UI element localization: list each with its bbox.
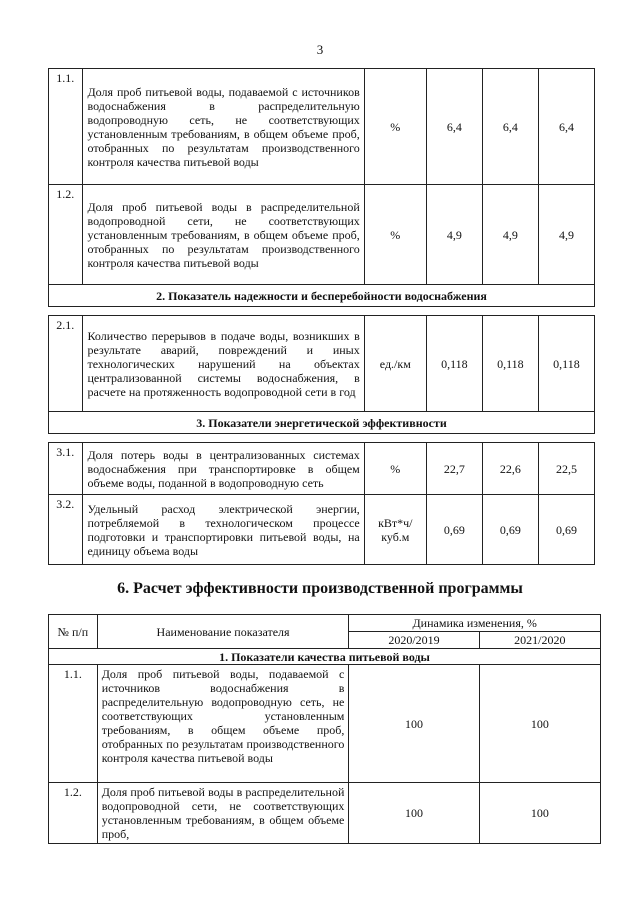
value-cell: 22,5 [538,443,594,495]
header-year: 2021/2020 [479,632,600,649]
row-number: 1.1. [49,69,83,185]
value-cell: 0,118 [426,316,482,412]
header-number: № п/п [49,615,98,649]
spacer [49,307,595,316]
value-cell: 0,69 [426,495,482,565]
value-cell: 100 [349,665,479,783]
table-row [49,665,601,783]
row-number: 2.1. [49,316,83,412]
value-cell: 6,4 [426,69,482,185]
section-row [49,412,595,434]
indicator-description: Удельный расход электрической энергии, потребляемой в технологическом процессе подготовки и транспортировки питьевой воды, на единицу объема воды [82,495,364,565]
row-number: 1.1. [49,665,98,783]
indicator-description: Доля проб питьевой воды в распределительной водопроводной сети, не соответствующих установленным требованиям, в общем объеме проб, [97,783,349,844]
value-cell: 6,4 [482,69,538,185]
value-cell: 4,9 [426,185,482,285]
section-title: 1. Показатели качества питьевой воды [49,649,601,665]
efficiency-table [48,614,601,844]
value-cell: 0,118 [538,316,594,412]
indicators-table [48,68,595,565]
value-cell: 100 [479,783,600,844]
section-title: 2. Показатель надежности и бесперебойности водоснабжения [49,285,595,307]
indicator-description: Доля проб питьевой воды, подаваемой с источников водоснабжения в распределительную водопроводную сеть, не соответствующих установленным требованиям, в общем объеме проб, отобранных по результатам производственного контроля качества питьевой воды [97,665,349,783]
row-number: 1.2. [49,185,83,285]
table-row [49,443,595,495]
value-cell: 4,9 [482,185,538,285]
indicator-description: Количество перерывов в подаче воды, возникших в результате аварий, повреждений и иных технологических нарушений на объектах централизованной системы водоснабжения, в расчете на протяженность водопроводной сети в год [82,316,364,412]
header-name: Наименование показателя [97,615,349,649]
section-title: 3. Показатели энергетической эффективности [49,412,595,434]
value-cell: 22,6 [482,443,538,495]
value-cell: 22,7 [426,443,482,495]
header-row [49,615,601,632]
table-row [49,69,595,185]
page-number: 3 [316,42,324,57]
table-row [49,316,595,412]
value-cell: 100 [349,783,479,844]
value-cell: 4,9 [538,185,594,285]
row-number: 3.2. [49,495,83,565]
value-cell: 0,118 [482,316,538,412]
indicator-unit: % [364,443,426,495]
indicator-unit: ед./км [364,316,426,412]
indicator-unit: % [364,69,426,185]
indicator-unit: кВт*ч/ куб.м [364,495,426,565]
section-row [49,649,601,665]
table-row [49,185,595,285]
spacer [49,434,595,443]
indicator-description: Доля потерь воды в централизованных системах водоснабжения при транспортировке в общем объеме воды, поданной в водопроводную сеть [82,443,364,495]
value-cell: 6,4 [538,69,594,185]
header-dynamics: Динамика изменения, % [349,615,601,632]
indicator-description: Доля проб питьевой воды в распределительной водопроводной сети, не соответствующих установленным требованиям, в общем объеме проб, отобранных по результатам производственного контроля качества питьевой воды [82,185,364,285]
section-row [49,285,595,307]
section-heading: 6. Расчет эффективности производственной программы [117,580,523,597]
row-number: 1.2. [49,783,98,844]
indicator-unit: % [364,185,426,285]
value-cell: 100 [479,665,600,783]
value-cell: 0,69 [538,495,594,565]
table-row [49,495,595,565]
value-cell: 0,69 [482,495,538,565]
table-row [49,783,601,844]
header-year: 2020/2019 [349,632,479,649]
row-number: 3.1. [49,443,83,495]
indicator-description: Доля проб питьевой воды, подаваемой с источников водоснабжения в распределительную водопроводную сеть, не соответствующих установленным требованиям, в общем объеме проб, отобранных по результатам производственного контроля качества питьевой воды [82,69,364,185]
